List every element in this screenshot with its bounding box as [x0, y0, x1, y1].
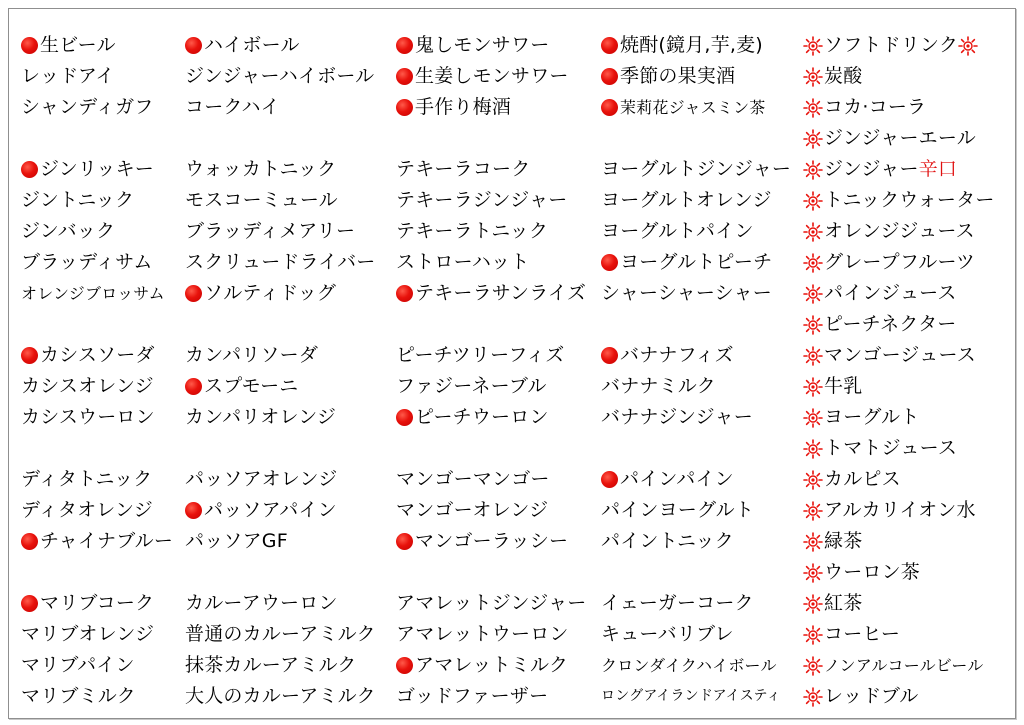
red-dot-icon [396, 37, 413, 54]
menu-item [185, 92, 376, 123]
menu-item-label: 鬼しモンサワー [415, 34, 550, 56]
menu-item [396, 650, 586, 681]
menu-item [21, 61, 173, 92]
menu-item [21, 650, 173, 681]
menu-item-label: テキーラサンライズ [415, 282, 587, 304]
menu-item [396, 495, 586, 526]
menu-spacer [396, 123, 586, 154]
menu-item-label: レッドブル [824, 685, 919, 707]
menu-item [396, 30, 586, 61]
sun-icon [958, 36, 978, 56]
menu-item [21, 588, 173, 619]
menu-column-2 [185, 30, 376, 712]
red-dot-icon [396, 533, 413, 550]
red-dot-icon [21, 37, 38, 54]
menu-item [601, 216, 791, 247]
menu-item-label: レッドアイ [21, 65, 115, 87]
menu-item [396, 526, 586, 557]
red-dot-icon [601, 347, 618, 364]
menu-item-label: マンゴージュース [824, 344, 976, 366]
menu-item [803, 185, 995, 216]
menu-item-label: パッソアGF [185, 530, 288, 552]
menu-item [803, 340, 995, 371]
menu-item [803, 619, 995, 650]
menu-item-label: アマレットミルク [415, 654, 569, 676]
sun-icon [803, 594, 823, 614]
menu-item [185, 216, 376, 247]
menu-item [601, 495, 791, 526]
menu-item [601, 30, 791, 61]
menu-item-label: ジンリッキー [40, 158, 154, 180]
red-dot-icon [601, 37, 618, 54]
menu-item [185, 526, 376, 557]
menu-item [803, 464, 995, 495]
menu-column-soft-drinks [803, 30, 995, 712]
menu-item-label: パッソアパイン [204, 499, 337, 521]
menu-item [185, 681, 376, 712]
menu-item-label: シャンディガフ [21, 96, 154, 118]
menu-item [803, 247, 995, 278]
menu-item-label: ヨーグルトパイン [601, 220, 754, 242]
red-dot-icon [185, 378, 202, 395]
menu-column-1 [21, 30, 173, 712]
menu-item-label: バナナミルク [601, 375, 716, 397]
menu-spacer [396, 557, 586, 588]
menu-item-label: ストローハット [396, 251, 530, 273]
menu-item-label: カシスオレンジ [21, 375, 154, 397]
menu-item [803, 402, 995, 433]
menu-item-label: バナナジンジャー [601, 406, 753, 428]
menu-item-label: カシスウーロン [21, 406, 155, 428]
menu-item-label: 手作り梅酒 [415, 96, 512, 118]
menu-item [185, 619, 376, 650]
red-dot-icon [21, 161, 38, 178]
menu-spacer [601, 557, 791, 588]
menu-spacer [21, 309, 173, 340]
sun-icon [803, 563, 823, 583]
menu-item [185, 61, 376, 92]
menu-item-label: チャイナブルー [40, 530, 174, 552]
menu-item [803, 526, 995, 557]
red-dot-icon [21, 595, 38, 612]
menu-item [803, 154, 995, 185]
menu-item-label: ディタオレンジ [21, 499, 153, 521]
menu-spacer [185, 123, 376, 154]
menu-item-label: 炭酸 [824, 65, 863, 87]
menu-item [803, 309, 995, 340]
sun-icon [803, 284, 823, 304]
menu-item-label: パインヨーグルト [601, 499, 755, 521]
menu-item-label: キューバリブレ [601, 623, 734, 645]
menu-item [803, 557, 995, 588]
menu-item [185, 278, 376, 309]
menu-item-label: カルーアウーロン [185, 592, 338, 614]
menu-item [21, 495, 173, 526]
menu-item [601, 681, 791, 712]
menu-item-label: マリブオレンジ [21, 623, 155, 645]
red-dot-icon [396, 99, 413, 116]
red-dot-icon [396, 285, 413, 302]
menu-item [601, 61, 791, 92]
menu-spacer [601, 433, 791, 464]
menu-item-label: ソフトドリンク [824, 34, 959, 56]
menu-item-label: マンゴーラッシー [415, 530, 569, 552]
red-dot-icon [396, 409, 413, 426]
menu-item-label: マリブミルク [21, 685, 136, 707]
menu-item-label: 生ビール [40, 34, 116, 56]
menu-item-label: ピーチツリーフィズ [396, 344, 565, 366]
menu-item [601, 588, 791, 619]
menu-item-label: ファジーネーブル [396, 375, 547, 397]
menu-item [803, 495, 995, 526]
menu-item-label: パイントニック [601, 530, 734, 552]
menu-item-label: オレンジブロッサム [21, 284, 165, 303]
red-dot-icon [21, 533, 38, 550]
menu-spacer [21, 433, 173, 464]
menu-item [185, 371, 376, 402]
menu-item [601, 185, 791, 216]
menu-item-label: モスコーミュール [185, 189, 338, 211]
menu-item [803, 278, 995, 309]
menu-spacer [396, 309, 586, 340]
menu-item [803, 650, 995, 681]
menu-item-label: オレンジジュース [824, 220, 975, 242]
red-dot-icon [185, 502, 202, 519]
menu-item [601, 371, 791, 402]
menu-item-label: ヨーグルト [824, 406, 920, 428]
menu-item [21, 278, 173, 309]
menu-item-label: ピーチウーロン [415, 406, 549, 428]
menu-spacer [21, 557, 173, 588]
menu-item [803, 92, 995, 123]
sun-icon [803, 501, 823, 521]
red-dot-icon [21, 347, 38, 364]
sun-icon [803, 160, 823, 180]
menu-item-label: マンゴーマンゴー [396, 468, 550, 490]
menu-item-label: ジンジャーハイボール [185, 65, 375, 87]
menu-item [396, 588, 586, 619]
menu-item-label: ジントニック [21, 189, 135, 211]
menu-item [185, 154, 376, 185]
menu-item-label: ソルティドッグ [204, 282, 337, 304]
menu-item-label: ディタトニック [21, 468, 153, 490]
menu-item [601, 402, 791, 433]
sun-icon [803, 439, 823, 459]
menu-item-label: アルカリイオン水 [824, 499, 976, 521]
menu-item [396, 464, 586, 495]
menu-item [21, 247, 173, 278]
menu-item-label: アマレットジンジャー [396, 592, 587, 614]
menu-item [21, 185, 173, 216]
menu-item [803, 30, 995, 61]
menu-item-label: ジンジャーエール [824, 127, 976, 149]
menu-item-label: ブラッディメアリー [185, 220, 356, 242]
menu-item-label: マリブパイン [21, 654, 135, 676]
menu-item [601, 278, 791, 309]
menu-item [21, 30, 173, 61]
menu-item [601, 247, 791, 278]
menu-item-label: パッソアオレンジ [185, 468, 338, 490]
menu-item-label: カンパリソーダ [185, 344, 319, 366]
menu-item-label: ウォッカトニック [185, 158, 337, 180]
menu-item-label: カルピス [824, 468, 901, 490]
menu-item [21, 526, 173, 557]
menu-item-label: テキーラコーク [396, 158, 531, 180]
menu-item [185, 588, 376, 619]
menu-item [21, 402, 173, 433]
menu-item [803, 681, 995, 712]
menu-item-label: ヨーグルトピーチ [620, 251, 773, 273]
menu-item-label: 生姜しモンサワー [415, 65, 569, 87]
sun-icon [803, 377, 823, 397]
menu-item-label: カンパリオレンジ [185, 406, 337, 428]
menu-item [185, 495, 376, 526]
menu-spacer [21, 123, 173, 154]
menu-spacer [601, 309, 791, 340]
menu-item [21, 216, 173, 247]
menu-item-label: ハイボール [204, 34, 300, 56]
menu-item-label: 紅茶 [824, 592, 863, 614]
menu-item-label: パインジュース [824, 282, 957, 304]
menu-item-label: 大人のカルーアミルク [185, 685, 376, 707]
menu-item [396, 619, 586, 650]
menu-item [185, 185, 376, 216]
menu-item [803, 61, 995, 92]
menu-item-label: テキーラトニック [396, 220, 549, 242]
menu-item [396, 247, 586, 278]
menu-column-3 [396, 30, 586, 712]
menu-item [21, 619, 173, 650]
menu-item-label: カシスソーダ [40, 344, 155, 366]
menu-item-label: テキーラジンジャー [396, 189, 568, 211]
menu-item-label: スクリュードライバー [185, 251, 376, 273]
menu-item-label: ヨーグルトジンジャー [601, 158, 792, 180]
sun-icon [803, 315, 823, 335]
menu-item-label: 焼酎(鏡月,芋,麦) [620, 34, 763, 56]
menu-item [21, 371, 173, 402]
red-dot-icon [396, 657, 413, 674]
menu-item-label: ブラッディサム [21, 251, 153, 273]
menu-item-label: イェーガーコーク [601, 592, 754, 614]
sun-icon [803, 346, 823, 366]
menu-item [601, 154, 791, 185]
menu-spacer [396, 433, 586, 464]
menu-item [396, 278, 586, 309]
menu-item [601, 526, 791, 557]
menu-item [601, 650, 791, 681]
sun-icon [803, 67, 823, 87]
menu-item [803, 216, 995, 247]
menu-item-label: バナナフィズ [620, 344, 734, 366]
menu-spacer [601, 123, 791, 154]
menu-item-label: 普通のカルーアミルク [185, 623, 376, 645]
menu-item-label: 茉莉花ジャスミン茶 [620, 98, 766, 117]
menu-item-label: 季節の果実酒 [620, 65, 736, 87]
menu-spacer [185, 433, 376, 464]
menu-item [396, 216, 586, 247]
menu-item-label: コークハイ [185, 96, 280, 118]
menu-item [396, 185, 586, 216]
menu-item-label: シャーシャーシャー [601, 282, 772, 304]
sun-icon [803, 129, 823, 149]
menu-item-label: ピーチネクター [824, 313, 957, 335]
red-dot-icon [601, 471, 618, 488]
menu-item [803, 433, 995, 464]
sun-icon [803, 191, 823, 211]
menu-item [803, 123, 995, 154]
menu-column-4 [601, 30, 791, 712]
menu-item [601, 92, 791, 123]
menu-item-label: トニックウォーター [824, 189, 995, 211]
menu-item-label: 牛乳 [824, 375, 863, 397]
menu-item-label: ウーロン茶 [824, 561, 921, 583]
menu-item [396, 92, 586, 123]
menu-spacer [185, 557, 376, 588]
menu-item [803, 371, 995, 402]
sun-icon [803, 408, 823, 428]
menu-item-label: アマレットウーロン [396, 623, 569, 645]
menu-item [185, 247, 376, 278]
menu-item [185, 650, 376, 681]
menu-item-label: スプモーニ [204, 375, 299, 397]
menu-item-label: グレープフルーツ [824, 251, 976, 273]
menu-item [21, 464, 173, 495]
menu-item-label: マリブコーク [40, 592, 155, 614]
menu-item-label: パインパイン [620, 468, 734, 490]
menu-item [396, 681, 586, 712]
menu-item [803, 588, 995, 619]
menu-item-label: 緑茶 [824, 530, 863, 552]
menu-item-label: ジンジャー [824, 158, 919, 180]
sun-icon [803, 687, 823, 707]
menu-item-label: クロンダイクハイボール [601, 656, 777, 675]
menu-item-label: ジンバック [21, 220, 116, 242]
menu-item [396, 402, 586, 433]
menu-item [185, 464, 376, 495]
red-dot-icon [601, 254, 618, 271]
menu-item-label: ロングアイランドアイスティ [601, 688, 781, 704]
menu-item [21, 681, 173, 712]
menu-item [21, 92, 173, 123]
menu-item-label: ノンアルコールビール [824, 656, 984, 675]
sun-icon [803, 625, 823, 645]
sun-icon [803, 36, 823, 56]
menu-item [601, 619, 791, 650]
menu-item [601, 464, 791, 495]
sun-icon [803, 253, 823, 273]
menu-item [185, 402, 376, 433]
menu-item [396, 340, 586, 371]
menu-item [21, 154, 173, 185]
menu-item [396, 154, 586, 185]
menu-item-label: コーヒー [824, 623, 901, 645]
menu-item [185, 340, 376, 371]
red-dot-icon [601, 68, 618, 85]
sun-icon [803, 656, 823, 676]
red-dot-icon [185, 285, 202, 302]
red-dot-icon [601, 99, 618, 116]
spicy-label: 辛口 [918, 158, 958, 180]
menu-item-label: 抹茶カルーアミルク [185, 654, 357, 676]
menu-item [396, 371, 586, 402]
red-dot-icon [185, 37, 202, 54]
menu-item [21, 340, 173, 371]
menu-item-label: ゴッドファーザー [396, 685, 549, 707]
sun-icon [803, 222, 823, 242]
menu-item [185, 30, 376, 61]
menu-item-label: コカ·コーラ [824, 96, 927, 118]
menu-item-label: トマトジュース [824, 437, 958, 459]
sun-icon [803, 98, 823, 118]
menu-item [396, 61, 586, 92]
menu-spacer [185, 309, 376, 340]
sun-icon [803, 532, 823, 552]
red-dot-icon [396, 68, 413, 85]
menu-sheet [8, 8, 1016, 719]
menu-item-label: ヨーグルトオレンジ [601, 189, 772, 211]
menu-item-label: マンゴーオレンジ [396, 499, 549, 521]
menu-item [601, 340, 791, 371]
sun-icon [803, 470, 823, 490]
